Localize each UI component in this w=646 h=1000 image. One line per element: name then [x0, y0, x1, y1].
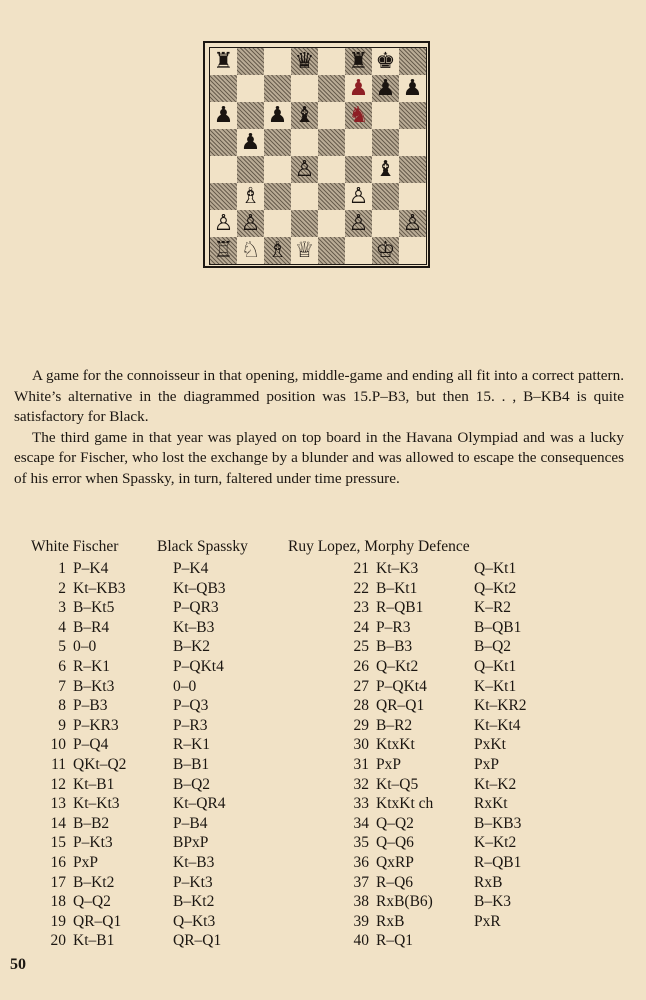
- white-move: QKt–Q2: [73, 756, 127, 773]
- black-move: P–K4: [173, 560, 209, 577]
- white-move: QxRP: [376, 854, 414, 871]
- board-square: [210, 156, 237, 183]
- white-move: R–Q1: [376, 932, 414, 950]
- move-number: 14: [50, 814, 66, 832]
- white-pawn-icon: ♙: [348, 211, 369, 236]
- move-number: 19: [50, 912, 66, 930]
- black-king-icon: ♚: [375, 49, 396, 74]
- white-move: Q–Q6: [376, 834, 414, 852]
- move-row: [0, 756, 646, 775]
- white-pawn-icon: ♙: [294, 157, 315, 182]
- black-bishop-icon: ♝: [375, 157, 396, 182]
- white-bishop-icon: ♗: [240, 184, 261, 209]
- white-player-header: White Fischer: [31, 538, 119, 555]
- move-number: 32: [353, 775, 369, 793]
- board-square: [345, 102, 372, 129]
- black-move: Kt–QR4: [173, 795, 226, 813]
- move-number: 13: [50, 795, 66, 813]
- board-square: [318, 129, 345, 156]
- black-move: K–Kt2: [474, 834, 517, 852]
- black-move: P–QR3: [173, 599, 219, 617]
- black-move: B–QB1: [474, 618, 522, 636]
- move-number: 22: [353, 579, 369, 597]
- move-row: [0, 795, 646, 814]
- paragraph-1: A game for the connoisseur in that opening, middle-game and ending all fit into a correct pattern. White’s alternative in the diagrammed position was 15.P–B3, but then 15. . , B–KB4 is quite satisfactory for Black.: [14, 367, 624, 425]
- white-move: B–B2: [73, 814, 110, 832]
- move-number: 36: [353, 854, 369, 871]
- white-pawn-icon: ♙: [240, 211, 261, 236]
- move-row: [0, 658, 646, 677]
- move-number: 9: [58, 716, 66, 734]
- white-queen-icon: ♕: [294, 238, 315, 263]
- board-square: [237, 129, 264, 156]
- board-square: [345, 183, 372, 210]
- black-move: Q–Kt3: [173, 912, 216, 930]
- white-move: 0–0: [73, 638, 97, 656]
- black-move: P–QKt4: [173, 658, 224, 675]
- board-square: [318, 183, 345, 210]
- board-square: [399, 210, 426, 237]
- white-move: QR–Q1: [376, 697, 425, 715]
- move-number: 10: [50, 736, 66, 754]
- board-square: [291, 156, 318, 183]
- board-square: [237, 183, 264, 210]
- board-square: [399, 48, 426, 75]
- move-row: [0, 932, 646, 951]
- board-square: [291, 210, 318, 237]
- black-rook-icon: ♜: [213, 49, 234, 74]
- board-square: [372, 237, 399, 264]
- black-move: B–K3: [474, 893, 512, 911]
- paragraph-2: The third game in that year was played on top board in the Havana Olympiad and was a lucky escape for Fischer, who lost the exchange by a blunder and was allowed to escape the consequences of his error when Spassky, in turn, faltered under time pressure.: [14, 428, 624, 487]
- move-row: [0, 815, 646, 834]
- white-move: QR–Q1: [73, 912, 122, 930]
- black-move: Kt–B3: [173, 618, 215, 636]
- black-pawn-icon: ♟: [213, 103, 234, 128]
- board-square: [264, 183, 291, 210]
- black-knight-icon: ♞: [348, 103, 369, 128]
- board-square: [399, 156, 426, 183]
- board-square: [210, 237, 237, 264]
- white-move: Kt–Q5: [376, 775, 419, 793]
- board-square: [345, 75, 372, 102]
- move-row: [0, 638, 646, 657]
- black-move: Q–Kt1: [474, 658, 517, 675]
- move-number: 33: [353, 795, 369, 813]
- white-move: Kt–KB3: [73, 579, 126, 597]
- move-number: 25: [353, 638, 369, 656]
- move-number: 40: [353, 932, 369, 950]
- black-move: PxR: [474, 912, 501, 930]
- move-number: 30: [353, 736, 369, 754]
- white-move: P–R3: [376, 618, 411, 636]
- move-number: 16: [50, 854, 66, 871]
- black-move: B–Q2: [474, 638, 512, 656]
- black-rook-icon: ♜: [348, 49, 369, 74]
- black-move: B–Q2: [173, 775, 211, 793]
- move-number: 4: [58, 618, 66, 636]
- move-number: 15: [50, 834, 66, 852]
- page-number: 50: [10, 956, 26, 973]
- move-row: [0, 736, 646, 755]
- white-move: Q–Q2: [73, 893, 111, 911]
- board-square: [291, 102, 318, 129]
- white-move: B–R2: [376, 716, 413, 734]
- white-move: B–Kt3: [73, 677, 115, 695]
- board-square: [237, 210, 264, 237]
- black-move: B–K2: [173, 638, 211, 656]
- move-number: 8: [58, 697, 66, 715]
- board-square: [264, 102, 291, 129]
- white-move: Kt–B1: [73, 775, 115, 793]
- white-pawn-icon: ♙: [348, 184, 369, 209]
- white-move: P–Kt3: [73, 834, 113, 852]
- black-move: R–QB1: [474, 854, 522, 871]
- white-move: P–QKt4: [376, 677, 427, 695]
- black-move: QR–Q1: [173, 932, 222, 950]
- board-square: [318, 75, 345, 102]
- white-move: B–B3: [376, 638, 413, 656]
- black-move: BPxP: [173, 834, 209, 852]
- black-queen-icon: ♛: [294, 49, 315, 74]
- board-square: [345, 237, 372, 264]
- board-square: [264, 156, 291, 183]
- chess-board: [209, 47, 427, 265]
- black-move: P–Kt3: [173, 873, 213, 891]
- move-number: 20: [50, 932, 66, 950]
- board-square: [318, 156, 345, 183]
- move-number: 17: [50, 873, 66, 891]
- white-move: B–R4: [73, 618, 110, 636]
- move-number: 26: [353, 658, 369, 675]
- move-row: [0, 560, 646, 579]
- move-row: [0, 619, 646, 638]
- board-square: [372, 129, 399, 156]
- black-move: PxKt: [474, 736, 506, 754]
- black-move: B–KB3: [474, 814, 522, 832]
- white-move: Q–Q2: [376, 814, 414, 832]
- black-move: 0–0: [173, 677, 197, 695]
- white-move: P–K4: [73, 560, 109, 577]
- black-bishop-icon: ♝: [294, 103, 315, 128]
- black-pawn-icon: ♟: [402, 76, 423, 101]
- board-square: [210, 129, 237, 156]
- white-king-icon: ♔: [375, 238, 396, 263]
- white-pawn-icon: ♙: [213, 211, 234, 236]
- white-move: B–Kt2: [73, 873, 115, 891]
- commentary: [14, 366, 624, 489]
- move-row: [0, 678, 646, 697]
- white-move: P–KR3: [73, 716, 119, 734]
- black-move: B–B1: [173, 756, 210, 773]
- white-move: Kt–Kt3: [73, 795, 120, 813]
- white-move: R–Q6: [376, 873, 414, 891]
- black-move: PxP: [474, 756, 499, 773]
- move-number: 18: [50, 893, 66, 911]
- board-square: [210, 102, 237, 129]
- board-square: [345, 156, 372, 183]
- board-square: [291, 237, 318, 264]
- black-move: P–Q3: [173, 697, 209, 715]
- board-square: [264, 75, 291, 102]
- board-square: [318, 237, 345, 264]
- white-move: PxP: [376, 756, 401, 773]
- move-number: 7: [58, 677, 66, 695]
- move-row: [0, 893, 646, 912]
- black-move: B–Kt2: [173, 893, 215, 911]
- move-number: 23: [353, 599, 369, 617]
- white-move: R–QB1: [376, 599, 424, 617]
- board-square: [399, 129, 426, 156]
- move-row: [0, 717, 646, 736]
- black-move: RxB: [474, 873, 503, 891]
- white-rook-icon: ♖: [213, 238, 234, 263]
- move-number: 28: [353, 697, 369, 715]
- black-move: Kt–Kt4: [474, 716, 521, 734]
- move-number: 24: [353, 618, 369, 636]
- board-square: [210, 48, 237, 75]
- board-square: [372, 210, 399, 237]
- white-move: RxB: [376, 912, 405, 930]
- board-square: [372, 183, 399, 210]
- board-square: [237, 48, 264, 75]
- move-row: [0, 697, 646, 716]
- board-square: [372, 156, 399, 183]
- black-pawn-icon: ♟: [240, 130, 261, 155]
- move-number: 1: [58, 560, 66, 577]
- board-square: [291, 129, 318, 156]
- move-row: [0, 874, 646, 893]
- board-square: [237, 102, 264, 129]
- white-move: Q–Kt2: [376, 658, 419, 675]
- white-move: B–Kt5: [73, 599, 115, 617]
- white-move: Kt–K3: [376, 560, 419, 577]
- move-number: 3: [58, 599, 66, 617]
- white-move: KtxKt: [376, 736, 415, 754]
- black-move: Kt–B3: [173, 854, 215, 871]
- move-row: [0, 834, 646, 853]
- white-move: KtxKt ch: [376, 795, 434, 813]
- black-move: RxKt: [474, 795, 508, 813]
- move-number: 38: [353, 893, 369, 911]
- move-number: 37: [353, 873, 369, 891]
- white-move: Kt–B1: [73, 932, 115, 950]
- move-number: 21: [353, 560, 369, 577]
- board-square: [264, 129, 291, 156]
- board-square: [210, 183, 237, 210]
- move-number: 39: [353, 912, 369, 930]
- black-move: Kt–QB3: [173, 579, 226, 597]
- board-square: [264, 237, 291, 264]
- black-move: Kt–K2: [474, 775, 517, 793]
- move-number: 31: [353, 756, 369, 773]
- black-move: Q–Kt2: [474, 579, 517, 597]
- move-number: 5: [58, 638, 66, 656]
- move-number: 11: [51, 756, 66, 773]
- black-player-header: Black Spassky: [157, 538, 248, 555]
- board-square: [345, 129, 372, 156]
- board-square: [318, 210, 345, 237]
- black-pawn-icon: ♟: [348, 76, 369, 101]
- chess-diagram: [203, 41, 430, 268]
- board-square: [237, 237, 264, 264]
- board-square: [318, 48, 345, 75]
- white-bishop-icon: ♗: [267, 238, 288, 263]
- opening-name: Ruy Lopez, Morphy Defence: [288, 538, 470, 555]
- black-pawn-icon: ♟: [375, 76, 396, 101]
- board-square: [372, 102, 399, 129]
- move-number: 34: [353, 814, 369, 832]
- white-move: RxB(B6): [376, 893, 433, 911]
- move-number: 29: [353, 716, 369, 734]
- white-move: P–B3: [73, 697, 108, 715]
- board-square: [372, 75, 399, 102]
- board-square: [264, 210, 291, 237]
- move-number: 27: [353, 677, 369, 695]
- black-move: P–R3: [173, 716, 208, 734]
- board-square: [318, 102, 345, 129]
- white-move: P–Q4: [73, 736, 109, 754]
- board-square: [210, 75, 237, 102]
- board-square: [399, 102, 426, 129]
- move-number: 6: [58, 658, 66, 675]
- black-move: Kt–KR2: [474, 697, 527, 715]
- white-knight-icon: ♘: [240, 238, 261, 263]
- board-square: [372, 48, 399, 75]
- board-square: [399, 237, 426, 264]
- move-number: 12: [50, 775, 66, 793]
- black-pawn-icon: ♟: [267, 103, 288, 128]
- move-number: 35: [353, 834, 369, 852]
- white-pawn-icon: ♙: [402, 211, 423, 236]
- board-square: [291, 183, 318, 210]
- board-square: [399, 183, 426, 210]
- black-move: R–K1: [173, 736, 211, 754]
- board-square: [210, 210, 237, 237]
- move-row: [0, 913, 646, 932]
- move-number: 2: [58, 579, 66, 597]
- move-row: [0, 580, 646, 599]
- white-move: B–Kt1: [376, 579, 418, 597]
- board-square: [345, 210, 372, 237]
- board-square: [291, 75, 318, 102]
- board-square: [345, 48, 372, 75]
- white-move: R–K1: [73, 658, 111, 675]
- black-move: K–R2: [474, 599, 512, 617]
- move-row: [0, 854, 646, 873]
- board-square: [237, 156, 264, 183]
- board-square: [237, 75, 264, 102]
- board-square: [291, 48, 318, 75]
- board-square: [264, 48, 291, 75]
- board-square: [399, 75, 426, 102]
- black-move: P–B4: [173, 814, 208, 832]
- white-move: PxP: [73, 854, 98, 871]
- black-move: K–Kt1: [474, 677, 517, 695]
- move-row: [0, 776, 646, 795]
- move-row: [0, 599, 646, 618]
- black-move: Q–Kt1: [474, 560, 517, 577]
